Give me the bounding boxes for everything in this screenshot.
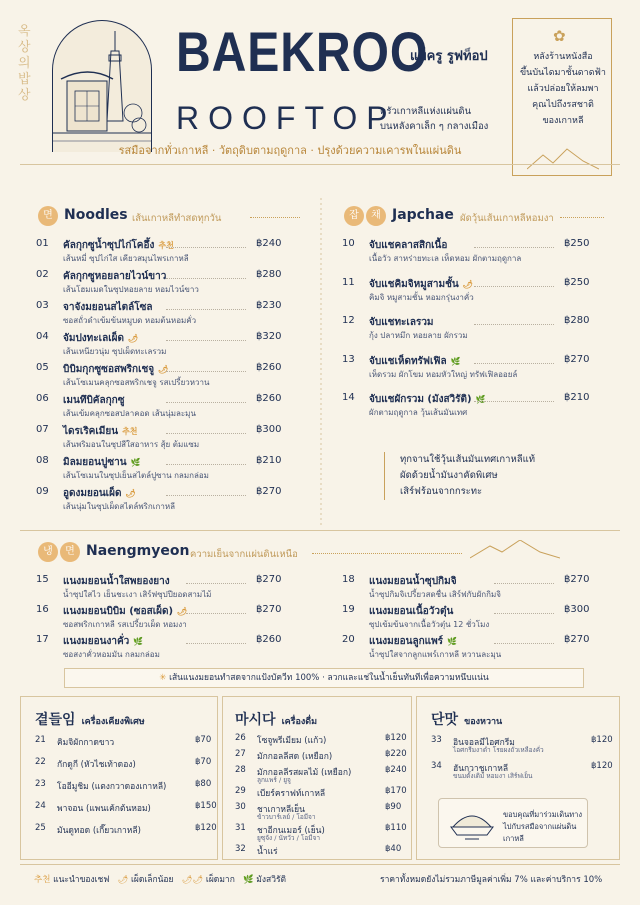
dot-leader: [474, 324, 554, 325]
item-description: ซอสงาคั่วหอมมัน กลมกล่อม: [63, 650, 160, 659]
brand-title: BAEKROO: [176, 20, 429, 83]
item-name-text: แนงมยอนบิบิม (ซอสเผ็ด): [63, 606, 174, 617]
menu-item: [36, 362, 296, 394]
dessert-title-th: ของหวาน: [464, 717, 503, 727]
item-number: 03: [36, 300, 49, 311]
item-name: มักกอลลีรสผลไม้ (เหยือก): [257, 768, 352, 778]
item-name-text: เมนทึบิคัลกุกซู: [63, 395, 125, 406]
vegetarian-leaf-icon: 🌿: [242, 875, 254, 885]
item-price: ฿300: [564, 604, 590, 615]
rooftop-illustration: [52, 20, 152, 152]
item-name: [63, 634, 143, 649]
item-number: 25: [35, 823, 46, 833]
item-description: ผักตามฤดูกาล วุ้นเส้นมันเทศ: [369, 408, 468, 417]
item-number: 08: [36, 455, 49, 466]
dot-leader: [474, 286, 554, 287]
item-price: ฿170: [385, 786, 407, 796]
dot-leader: [166, 247, 246, 248]
item-number: 21: [35, 735, 46, 745]
japchae-note-line: ผัดด้วยน้ำมันงาคัดพิเศษ: [400, 470, 498, 481]
item-name: [369, 392, 486, 407]
item-name: [63, 424, 138, 439]
item-number: 29: [235, 786, 246, 796]
noodles-title: Noodles: [64, 207, 128, 223]
item-name: [63, 455, 141, 470]
divider: [20, 530, 620, 531]
item-name: [369, 574, 457, 589]
item-name-text: คัลกุกซูหอยลายไวน์ขาว: [63, 271, 167, 282]
item-description: คิมจิ หมูสามชั้น หอมกรุ่นงาคั่ว: [369, 292, 474, 302]
item-description: น้ำซุปกิมจิเปรี้ยวสดชื่น เสิร์ฟกับผักกิมจิ: [369, 590, 501, 599]
sparkle-icon: ✳: [159, 673, 167, 683]
dot-leader: [494, 583, 554, 584]
naengmyeon-badge: 냉: [38, 542, 58, 562]
item-name: [369, 354, 461, 369]
item-price: ฿120: [591, 735, 613, 745]
recommended-legend-icon: 추천: [34, 875, 51, 885]
item-description: เส้นโซเมนคลุกซอสพริกเชจู รสเปรี้ยวหวาน: [63, 378, 210, 387]
item-number: 01: [36, 238, 49, 249]
hot-chili-icon: 🌶🌶: [181, 875, 204, 885]
menu-item: [36, 269, 296, 301]
item-price: ฿230: [256, 300, 282, 311]
item-name: พาจอน (แพนเค้กต้นหอม): [57, 804, 151, 814]
dot-leader: [166, 278, 246, 279]
story-line: แล้วปล่อยให้ลมพา: [527, 84, 599, 94]
item-name: ชาอีกนเมอร์ (เย็น): [257, 826, 325, 836]
item-name: [63, 604, 187, 619]
item-name-text: จับแชคิมจิหมูสามชั้น: [369, 278, 459, 290]
item-tag: 🌶: [177, 607, 188, 616]
divider: [312, 553, 462, 554]
item-name-text: มิลมยอนปูซาน: [63, 457, 127, 468]
item-price: ฿240: [256, 238, 282, 249]
dot-leader: [166, 309, 246, 310]
item-price: ฿260: [256, 362, 282, 373]
story-line: คุณไปถึงรสชาติ: [532, 100, 594, 110]
item-description: กุ้ง ปลาหมึก หอยลาย ผักรวม: [369, 331, 468, 340]
item-price: ฿220: [385, 749, 407, 759]
item-name-text: จับแชทะเลรวม: [369, 317, 434, 328]
dot-leader: [166, 371, 246, 372]
item-number: 17: [36, 634, 49, 645]
menu-item: [36, 331, 296, 363]
item-number: 26: [235, 733, 246, 743]
item-price: ฿120: [591, 761, 613, 771]
item-name: [369, 604, 453, 619]
legend-label: เผ็ดมาก: [205, 875, 235, 885]
item-tag: 🌿: [475, 395, 486, 404]
japchae-badge: 채: [366, 206, 386, 226]
item-tag: 🌿: [133, 637, 144, 646]
item-price: ฿80: [195, 779, 212, 789]
item-price: ฿70: [195, 735, 212, 745]
item-description: ข้าวบาร์เลย์ / โอมีจา: [257, 813, 316, 821]
item-description: ซอสถั่วดำเข้มข้นหมูบด หอมต้นหอมคั่ว: [63, 316, 197, 325]
item-name-text: แนงมยอนลูกแพร์: [369, 636, 444, 647]
dot-leader: [186, 613, 246, 614]
vertical-korean-text: 옥상의밥상: [18, 24, 31, 103]
menu-item: [36, 634, 296, 666]
item-name: [63, 300, 153, 315]
item-number: 27: [235, 749, 246, 759]
dot-leader: [494, 643, 554, 644]
vertical-divider: [320, 198, 322, 528]
drinks-box: [222, 696, 412, 860]
menu-item: [36, 300, 296, 332]
item-number: 15: [36, 574, 49, 585]
item-tag: 추천: [158, 241, 174, 250]
japchae-note: [400, 452, 550, 500]
noodles-badge: 면: [38, 206, 58, 226]
item-tag: 🌶: [158, 365, 169, 374]
brand-subtitle: ROOFTOP: [176, 100, 397, 136]
item-price: ฿270: [564, 574, 590, 585]
dot-leader: [494, 613, 554, 614]
item-number: 14: [342, 392, 355, 403]
item-number: 13: [342, 353, 355, 365]
item-price: ฿300: [256, 424, 282, 435]
note-accent-line: [384, 452, 386, 500]
legend-label: มังสวิรัติ: [256, 875, 287, 885]
sides-title: [35, 709, 145, 729]
price-note: ราคาทั้งหมดยังไม่รวมภาษีมูลค่าเพิ่ม 7% และค่าบริการ 10%: [380, 875, 603, 885]
menu-item: [342, 315, 604, 347]
item-name: เบียร์คราฟท์เกาหลี: [257, 789, 326, 799]
noodles-subtitle: เส้นเกาหลีทำสดทุกวัน: [132, 213, 222, 224]
naengmyeon-note: [64, 668, 584, 688]
item-name-text: จับแชเห็ดทรัฟเฟิล: [369, 355, 447, 367]
item-description: เส้นเหนียวนุ่ม ซุปเผ็ดทะเลรวม: [63, 347, 167, 356]
dot-leader: [166, 402, 246, 403]
item-number: 18: [342, 574, 355, 585]
item-number: 24: [35, 801, 46, 811]
item-number: 33: [431, 735, 442, 745]
naengmyeon-title: Naengmyeon: [86, 543, 190, 559]
legend: [34, 872, 286, 886]
slogan: รสมือจากทั่วเกาหลี · วัตถุดิบตามฤดูกาล · ปรุงด้วยความเคารพในแผ่นดิน: [118, 144, 462, 157]
item-tag: 🌶: [125, 489, 136, 498]
item-price: ฿110: [385, 823, 407, 833]
japchae-note-line: ทุกจานใช้วุ้นเส้นมันเทศเกาหลีแท้: [400, 454, 535, 465]
item-name: [63, 362, 168, 377]
item-price: ฿320: [256, 331, 282, 342]
item-price: ฿270: [564, 353, 590, 365]
japchae-badge: 잡: [344, 206, 364, 226]
dessert-title-kr: 단맛: [431, 712, 459, 728]
japchae-subtitle: ผัดวุ้นเส้นเกาหลีหอมงา: [460, 213, 554, 224]
sides-box: [20, 696, 218, 860]
menu-item: [36, 393, 296, 425]
drinks-title: [235, 709, 317, 729]
item-description: เส้นพริมอนในซุปสีใสอาหาร สุ้ย ต้มแซม: [63, 440, 200, 449]
story-line: หลังร้านหนังสือ: [533, 52, 593, 62]
menu-item: [36, 424, 296, 456]
menu-item: [342, 634, 604, 666]
item-description: เส้นโฮมเมดในซุปหอยลาย หอมไวน์ขาว: [63, 285, 199, 294]
item-price: ฿120: [195, 823, 217, 833]
promo-line: ขอบคุณที่มาร่วมเดินทาง: [503, 810, 583, 819]
menu-item: [36, 574, 296, 606]
item-name: โออีมูชิม (แตงกวาดองเกาหลี): [57, 782, 167, 792]
item-price: ฿260: [256, 393, 282, 404]
item-number: 06: [36, 393, 49, 404]
item-name-text: จับแชคลาสสิกเนื้อ: [369, 240, 448, 251]
dot-leader: [186, 583, 246, 584]
story-line: ขึ้นบันไดมาชั้นดาดฟ้า: [520, 68, 606, 78]
item-price: ฿280: [564, 315, 590, 326]
item-description: เห็ดรวม ผักโขม หอมหัวใหญ่ ทรัฟเฟิลออยล์: [369, 369, 518, 379]
menu-item: [342, 238, 604, 270]
item-name-text: อูดงมยอนเผ็ด: [63, 488, 122, 499]
item-description: ขนมดั้งเดิม หอมงา เสิร์ฟเย็น: [453, 772, 533, 780]
divider: [560, 217, 604, 218]
story-line: ของเกาหลี: [542, 116, 584, 126]
item-name: [63, 486, 136, 501]
tagline-line-1: ครัวเกาหลีแห่งแผ่นดิน: [380, 106, 472, 117]
item-name: [63, 238, 174, 253]
item-number: 30: [235, 802, 246, 812]
item-name: ฮันกวาชูเกาหลี: [453, 764, 509, 774]
item-name: [369, 238, 447, 253]
menu-item: [342, 392, 604, 424]
item-price: ฿40: [385, 844, 402, 854]
item-price: ฿90: [385, 802, 402, 812]
item-price: ฿250: [564, 238, 590, 249]
tagline-line-2: บนหลังคาเล็ก ๆ กลางเมือง: [380, 121, 489, 132]
item-name: [63, 331, 138, 346]
item-description: น้ำซุปใสไว เย็นชะเงา เสิร์ฟซุปปียอดสามไม้: [63, 590, 212, 599]
divider: [20, 164, 620, 165]
item-name-text: คัลกุกซูน้ำซุปไก่โคอึ้ง: [63, 240, 155, 251]
item-name-text: จาจังมยอนสไตล์โซล: [63, 302, 153, 313]
mountain-icon: [470, 540, 560, 560]
item-price: ฿70: [195, 757, 212, 767]
dot-leader: [166, 495, 246, 496]
item-number: 32: [235, 844, 246, 854]
item-name-text: จัมปงทะเลเผ็ด: [63, 333, 124, 344]
item-tag: 🌶: [462, 279, 473, 289]
divider: [20, 864, 620, 865]
item-number: 31: [235, 823, 246, 833]
item-number: 23: [35, 779, 46, 789]
item-name: [63, 393, 125, 408]
item-name-text: แนงมยอนน้ำซุปกิมจิ: [369, 576, 457, 587]
item-price: ฿270: [256, 604, 282, 615]
sides-title-th: เครื่องเคียงพิเศษ: [81, 717, 145, 727]
item-description: น้ำซุปใสจากลูกแพร์เกาหลี หวานละมุน: [369, 650, 502, 659]
item-price: ฿280: [256, 269, 282, 280]
item-name: [63, 574, 170, 589]
item-number: 16: [36, 604, 49, 615]
drinks-title-th: เครื่องดื่ม: [281, 717, 318, 727]
item-description: ลูกแพร์ / ยูจู: [257, 776, 291, 784]
legend-label: เผ็ดเล็กน้อย: [130, 875, 174, 885]
item-description: ซุปเข้มข้นจากเนื้อวัวตุ๋น 12 ชั่วโมง: [369, 620, 490, 629]
dot-leader: [166, 464, 246, 465]
item-number: 04: [36, 331, 49, 342]
drinks-title-kr: 마시다: [235, 712, 276, 728]
menu-item: [36, 486, 296, 518]
menu-item: [342, 574, 604, 606]
item-number: 22: [35, 757, 46, 767]
item-price: ฿260: [256, 634, 282, 645]
menu-item: [36, 238, 296, 270]
item-name-text: แนงมยอนน้ำใสพยองยาง: [63, 576, 170, 587]
item-number: 12: [342, 315, 355, 326]
item-tag: 🌿: [447, 637, 458, 646]
item-number: 07: [36, 424, 49, 435]
promo-line: ไปกับรสมือจากแผ่นดินเกาหลี: [503, 822, 577, 843]
item-number: 11: [342, 276, 355, 288]
item-price: ฿240: [385, 765, 407, 775]
item-price: ฿270: [564, 634, 590, 645]
item-number: 20: [342, 634, 355, 645]
dot-leader: [186, 643, 246, 644]
item-price: ฿250: [564, 276, 590, 288]
item-name: ชาเกาหลีเย็น: [257, 805, 305, 815]
flower-icon: ✿: [553, 27, 566, 45]
item-number: 02: [36, 269, 49, 280]
item-description: เนื้อวัว สาหร่ายทะเล เห็ดหอม ผักตามฤดูกาล: [369, 254, 522, 263]
menu-item: [342, 354, 604, 386]
sides-title-kr: 곁들임: [35, 712, 76, 728]
item-name: อินจอลมีไอศกรีม: [453, 738, 515, 748]
item-name: มันดูทอด (เกี๊ยวเกาหลี): [57, 826, 141, 836]
item-name: น้ำแร่: [257, 847, 278, 857]
item-price: ฿270: [256, 574, 282, 585]
naengmyeon-badge: 면: [60, 542, 80, 562]
dot-leader: [166, 433, 246, 434]
dot-leader: [474, 363, 554, 364]
japchae-note-line: เสิร์ฟร้อนจากกระทะ: [400, 486, 483, 497]
item-price: ฿150: [195, 801, 217, 811]
mild-chili-icon: 🌶: [117, 875, 129, 885]
item-number: 10: [342, 238, 355, 249]
naengmyeon-subtitle: ความเย็นจากแผ่นดินเหนือ: [190, 549, 298, 560]
thank-you-card: [438, 798, 588, 848]
item-name: [369, 634, 457, 649]
naengmyeon-note-text: เส้นแนงมยอนทำสดจากแป้งบัควีท 100% · ลวกและแช่ในน้ำเย็นทันทีเพื่อความหนึบแน่น: [169, 673, 489, 683]
item-name: โซจูพรีเมียม (แก้ว): [257, 736, 327, 746]
bingsu-icon: [447, 805, 497, 843]
item-number: 34: [431, 761, 442, 771]
item-name: กักดูกี (หัวไชเท้าดอง): [57, 760, 136, 770]
item-name-text: จับแชผักรวม (มังสวิรัติ): [369, 394, 472, 405]
item-number: 19: [342, 604, 355, 615]
menu-item: [36, 455, 296, 487]
item-number: 09: [36, 486, 49, 497]
item-name-text: แนงมยอนงาคั่ว: [63, 636, 130, 647]
item-description: เส้นโซเมนในซุปเย็นสไตล์ปูซาน กลมกล่อม: [63, 471, 209, 480]
item-price: ฿210: [256, 455, 282, 466]
dot-leader: [474, 247, 554, 248]
tagline: [380, 104, 500, 134]
item-name: [369, 315, 434, 330]
japchae-title: Japchae: [392, 207, 454, 223]
item-description: ไอศกรีมงาดำ โรยผงถั่วเหลืองคั่ว: [453, 746, 544, 754]
item-number: 05: [36, 362, 49, 373]
item-description: เส้นนุ่มในซุปเผ็ดสไตล์พริกเกาหลี: [63, 502, 175, 511]
item-tag: 🌿: [450, 356, 461, 366]
item-name: [369, 277, 473, 292]
brand-title-thai: แบ็ครู รูฟท็อป: [410, 49, 488, 64]
dessert-title: [431, 709, 502, 729]
menu-item: [36, 604, 296, 636]
legend-label: แนะนำของเชฟ: [53, 875, 110, 885]
item-description: เส้นเข้มคลุกซอสปลาคอด เส้นนุ่มละมุน: [63, 409, 196, 418]
item-price: ฿210: [564, 392, 590, 403]
divider: [250, 217, 300, 218]
item-price: ฿270: [256, 486, 282, 497]
item-name: คิมจิผักกาดขาว: [57, 738, 115, 748]
item-number: 28: [235, 765, 246, 775]
item-name: [63, 269, 166, 284]
menu-item: [342, 277, 604, 309]
menu-item: [342, 604, 604, 636]
dot-leader: [166, 340, 246, 341]
item-tag: 🌶: [127, 334, 139, 343]
item-name-text: แนงมยอนเนื้อวัวตุ๋น: [369, 606, 454, 617]
item-name-text: ไดรเริคเมียน: [63, 426, 119, 437]
item-tag: 🌿: [130, 458, 141, 467]
item-name: มักกอลลีสด (เหยือก): [257, 752, 333, 762]
item-description: ยูซุจัง / นัทวัว / โอมีจา: [257, 834, 321, 842]
item-name-text: บิบิมกุกซูซอสพริกเชจู: [63, 364, 155, 375]
item-tag: 추천: [122, 427, 138, 436]
dot-leader: [474, 401, 554, 402]
item-description: ซอสพริกเกาหลี รสเปรี้ยวเผ็ด หอมงา: [63, 620, 187, 629]
item-price: ฿120: [385, 733, 407, 743]
item-description: เส้นหมี่ ซุปไก่ใส เคียวสมุนไพรเกาหลี: [63, 254, 189, 263]
